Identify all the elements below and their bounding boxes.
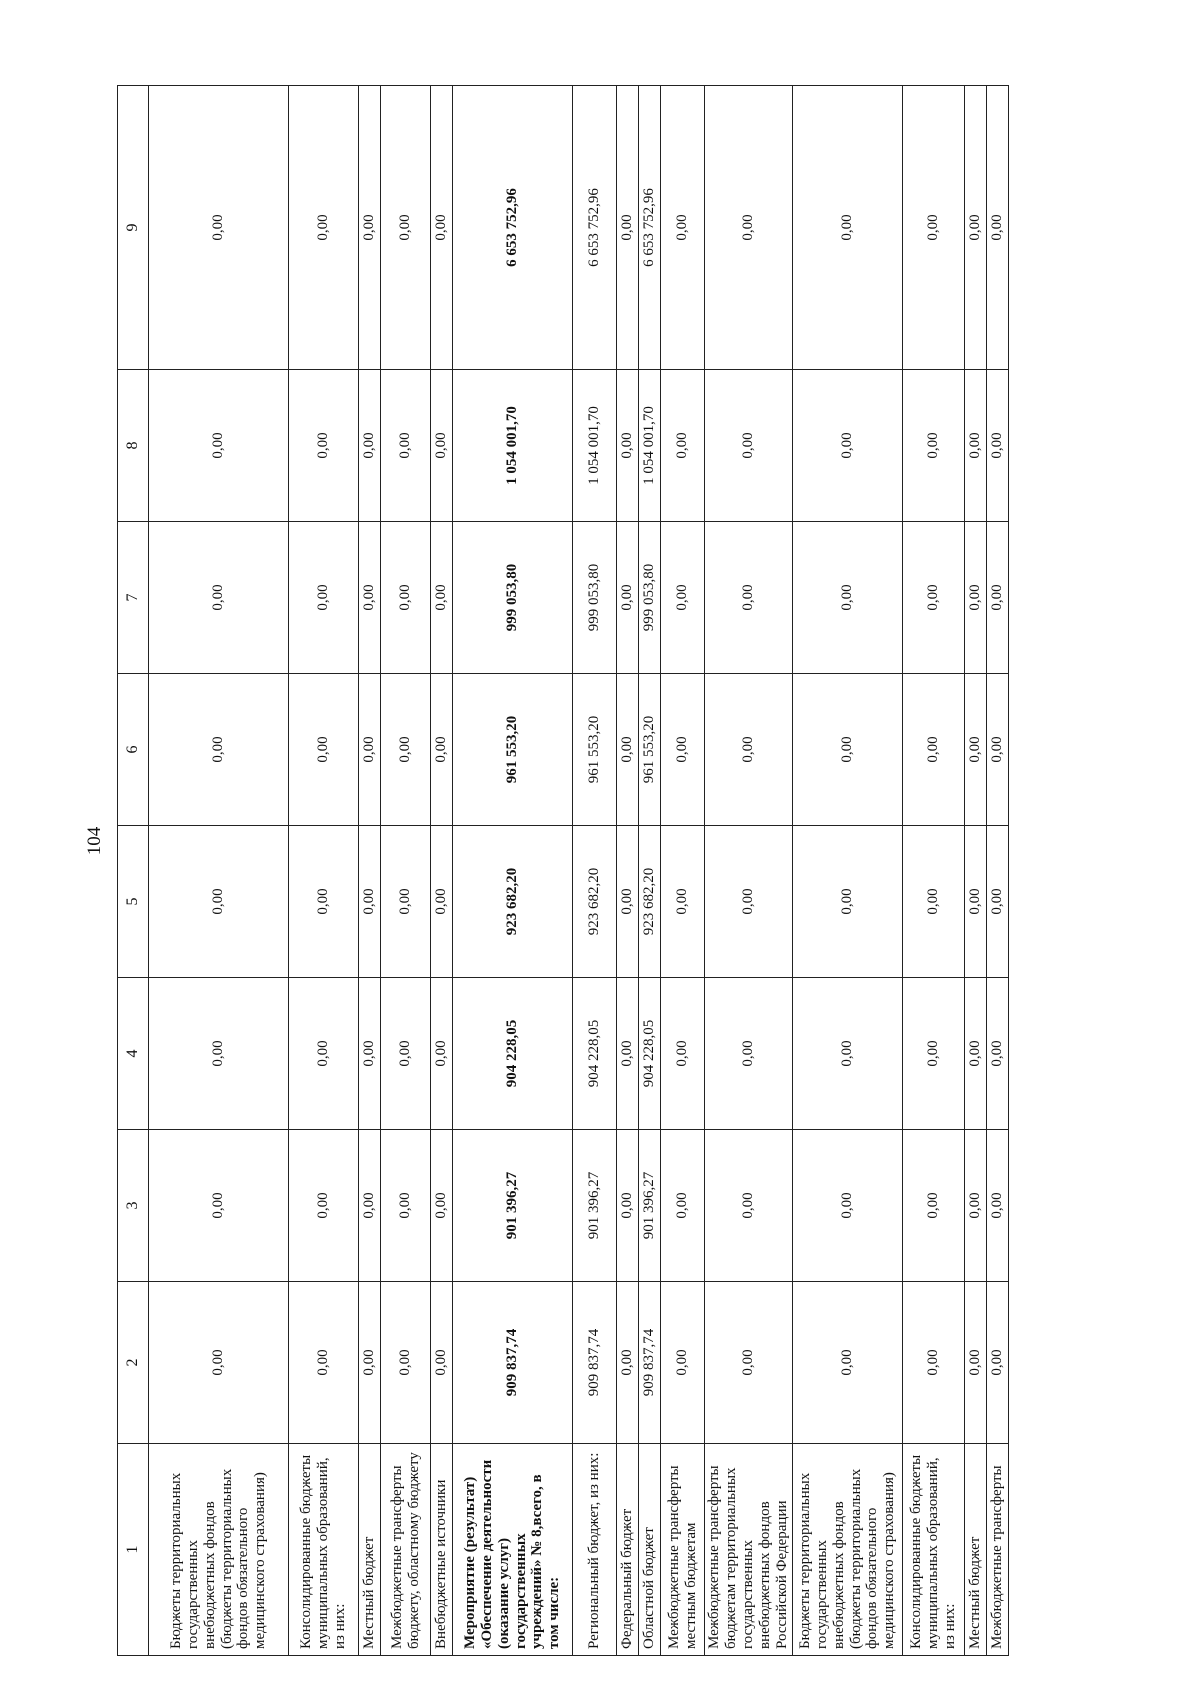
value-cell: 909 837,74 [453, 1282, 573, 1444]
column-header: 9 [118, 86, 149, 370]
value-cell: 0,00 [381, 978, 431, 1130]
row-label: Региональный бюджет, из них: [573, 1444, 617, 1656]
value-cell: 0,00 [661, 370, 705, 522]
row-label: Федеральный бюджет [617, 1444, 639, 1656]
column-header: 7 [118, 522, 149, 674]
row-label: Консолидированные бюджеты муниципальных образований, из них: [903, 1444, 965, 1656]
column-header: 1 [118, 1444, 149, 1656]
value-cell: 0,00 [705, 826, 793, 978]
value-cell: 0,00 [705, 1130, 793, 1282]
row-label: Межбюджетные трансферты [987, 1444, 1009, 1656]
value-cell: 0,00 [289, 674, 359, 826]
value-cell: 1 054 001,70 [453, 370, 573, 522]
table-row [705, 86, 793, 1656]
value-cell: 961 553,20 [573, 674, 617, 826]
value-cell: 904 228,05 [639, 978, 661, 1130]
value-cell: 923 682,20 [453, 826, 573, 978]
value-cell: 0,00 [965, 978, 987, 1130]
value-cell: 0,00 [381, 674, 431, 826]
value-cell: 0,00 [903, 826, 965, 978]
row-label: Межбюджетные трансферты бюджету, областному бюджету [381, 1444, 431, 1656]
value-cell: 0,00 [431, 522, 453, 674]
budget-table [117, 85, 1009, 1656]
value-cell: 0,00 [793, 522, 903, 674]
value-cell: 0,00 [705, 978, 793, 1130]
value-cell: 0,00 [617, 370, 639, 522]
value-cell: 901 396,27 [453, 1130, 573, 1282]
value-cell: 999 053,80 [453, 522, 573, 674]
value-cell: 0,00 [289, 826, 359, 978]
value-cell: 0,00 [431, 1282, 453, 1444]
value-cell: 0,00 [359, 1282, 381, 1444]
table-row [289, 86, 359, 1656]
row-label: Консолидированные бюджеты муниципальных образований, из них: [289, 1444, 359, 1656]
value-cell: 0,00 [617, 1130, 639, 1282]
column-header: 3 [118, 1130, 149, 1282]
value-cell: 6 653 752,96 [639, 86, 661, 370]
column-header: 4 [118, 978, 149, 1130]
value-cell: 0,00 [359, 370, 381, 522]
table-row [431, 86, 453, 1656]
table-row [381, 86, 431, 1656]
column-header: 5 [118, 826, 149, 978]
value-cell: 0,00 [965, 370, 987, 522]
value-cell: 0,00 [149, 1282, 289, 1444]
table-body [149, 86, 1009, 1656]
value-cell: 901 396,27 [639, 1130, 661, 1282]
value-cell: 0,00 [289, 1130, 359, 1282]
value-cell: 0,00 [359, 674, 381, 826]
value-cell: 0,00 [705, 86, 793, 370]
value-cell: 0,00 [705, 1282, 793, 1444]
table-row [639, 86, 661, 1656]
value-cell: 923 682,20 [573, 826, 617, 978]
value-cell: 0,00 [359, 978, 381, 1130]
value-cell: 0,00 [661, 86, 705, 370]
value-cell: 0,00 [793, 674, 903, 826]
table-row [793, 86, 903, 1656]
column-header: 2 [118, 1282, 149, 1444]
value-cell: 6 653 752,96 [453, 86, 573, 370]
column-header: 8 [118, 370, 149, 522]
value-cell: 0,00 [661, 978, 705, 1130]
value-cell: 0,00 [381, 370, 431, 522]
value-cell: 999 053,80 [573, 522, 617, 674]
value-cell: 0,00 [965, 86, 987, 370]
value-cell: 0,00 [793, 978, 903, 1130]
value-cell: 0,00 [903, 1282, 965, 1444]
value-cell: 0,00 [431, 826, 453, 978]
value-cell: 0,00 [289, 978, 359, 1130]
table-row [359, 86, 381, 1656]
value-cell: 0,00 [705, 674, 793, 826]
value-cell: 0,00 [359, 86, 381, 370]
value-cell: 0,00 [987, 1282, 1009, 1444]
value-cell: 0,00 [359, 522, 381, 674]
value-cell: 0,00 [793, 86, 903, 370]
value-cell: 0,00 [705, 522, 793, 674]
value-cell: 0,00 [661, 522, 705, 674]
row-label: Местный бюджет [359, 1444, 381, 1656]
value-cell: 0,00 [903, 978, 965, 1130]
value-cell: 0,00 [987, 370, 1009, 522]
value-cell: 0,00 [661, 1130, 705, 1282]
value-cell: 0,00 [617, 978, 639, 1130]
value-cell: 0,00 [359, 826, 381, 978]
value-cell: 0,00 [965, 1130, 987, 1282]
table-row [453, 86, 573, 1656]
row-label: Межбюджетные трансферты местным бюджетам [661, 1444, 705, 1656]
value-cell: 904 228,05 [453, 978, 573, 1130]
value-cell: 0,00 [431, 1130, 453, 1282]
value-cell: 0,00 [903, 86, 965, 370]
table-row [661, 86, 705, 1656]
value-cell: 0,00 [661, 826, 705, 978]
value-cell: 0,00 [381, 826, 431, 978]
value-cell: 961 553,20 [639, 674, 661, 826]
table-row [965, 86, 987, 1656]
row-label: Местный бюджет [965, 1444, 987, 1656]
row-label: Мероприятие (результат) «Обеспечение деятельности (оказание услуг) государственных учреждений» № 8,всего, в том числе: [453, 1444, 573, 1656]
value-cell: 909 837,74 [573, 1282, 617, 1444]
row-label: Внебюджетные источники [431, 1444, 453, 1656]
value-cell: 0,00 [617, 826, 639, 978]
value-cell: 0,00 [661, 674, 705, 826]
value-cell: 0,00 [381, 522, 431, 674]
row-label: Бюджеты территориальных государственных внебюджетных фондов (бюджеты территориальных фондов обязательного медицинского страхования) [793, 1444, 903, 1656]
value-cell: 0,00 [965, 674, 987, 826]
row-label: Межбюджетные трансферты бюджетам территориальных государственных внебюджетных фондов Российской Федерации [705, 1444, 793, 1656]
value-cell: 0,00 [903, 1130, 965, 1282]
table-row [617, 86, 639, 1656]
value-cell: 0,00 [793, 1282, 903, 1444]
row-label: Областной бюджет [639, 1444, 661, 1656]
value-cell: 0,00 [149, 978, 289, 1130]
value-cell: 6 653 752,96 [573, 86, 617, 370]
value-cell: 0,00 [987, 86, 1009, 370]
value-cell: 0,00 [987, 522, 1009, 674]
value-cell: 0,00 [617, 86, 639, 370]
value-cell: 0,00 [381, 86, 431, 370]
header-row [118, 86, 149, 1656]
value-cell: 0,00 [661, 1282, 705, 1444]
table-row [903, 86, 965, 1656]
value-cell: 0,00 [965, 1282, 987, 1444]
value-cell: 0,00 [149, 674, 289, 826]
value-cell: 0,00 [149, 826, 289, 978]
value-cell: 0,00 [431, 86, 453, 370]
value-cell: 0,00 [987, 674, 1009, 826]
value-cell: 0,00 [617, 674, 639, 826]
value-cell: 0,00 [289, 370, 359, 522]
value-cell: 0,00 [359, 1130, 381, 1282]
value-cell: 0,00 [149, 370, 289, 522]
value-cell: 0,00 [381, 1130, 431, 1282]
value-cell: 0,00 [289, 1282, 359, 1444]
value-cell: 0,00 [903, 370, 965, 522]
value-cell: 0,00 [793, 370, 903, 522]
value-cell: 0,00 [965, 826, 987, 978]
value-cell: 901 396,27 [573, 1130, 617, 1282]
value-cell: 0,00 [617, 522, 639, 674]
rotated-table-container [117, 96, 1127, 1656]
value-cell: 909 837,74 [639, 1282, 661, 1444]
value-cell: 904 228,05 [573, 978, 617, 1130]
value-cell: 0,00 [431, 674, 453, 826]
value-cell: 0,00 [987, 1130, 1009, 1282]
value-cell: 1 054 001,70 [573, 370, 617, 522]
value-cell: 0,00 [431, 978, 453, 1130]
row-label: Бюджеты территориальных государственных внебюджетных фондов (бюджеты территориальных фондов обязательного медицинского страхования) [149, 1444, 289, 1656]
value-cell: 961 553,20 [453, 674, 573, 826]
value-cell: 999 053,80 [639, 522, 661, 674]
value-cell: 0,00 [289, 86, 359, 370]
column-header: 6 [118, 674, 149, 826]
table-row [573, 86, 617, 1656]
value-cell: 0,00 [903, 522, 965, 674]
value-cell: 0,00 [289, 522, 359, 674]
value-cell: 0,00 [965, 522, 987, 674]
table-row [149, 86, 289, 1656]
value-cell: 0,00 [617, 1282, 639, 1444]
value-cell: 0,00 [149, 1130, 289, 1282]
value-cell: 0,00 [431, 370, 453, 522]
page-number: 104 [84, 826, 105, 856]
value-cell: 0,00 [987, 826, 1009, 978]
value-cell: 0,00 [793, 826, 903, 978]
value-cell: 0,00 [149, 86, 289, 370]
value-cell: 0,00 [705, 370, 793, 522]
value-cell: 923 682,20 [639, 826, 661, 978]
table-row [987, 86, 1009, 1656]
value-cell: 1 054 001,70 [639, 370, 661, 522]
value-cell: 0,00 [149, 522, 289, 674]
value-cell: 0,00 [793, 1130, 903, 1282]
value-cell: 0,00 [987, 978, 1009, 1130]
value-cell: 0,00 [903, 674, 965, 826]
value-cell: 0,00 [381, 1282, 431, 1444]
